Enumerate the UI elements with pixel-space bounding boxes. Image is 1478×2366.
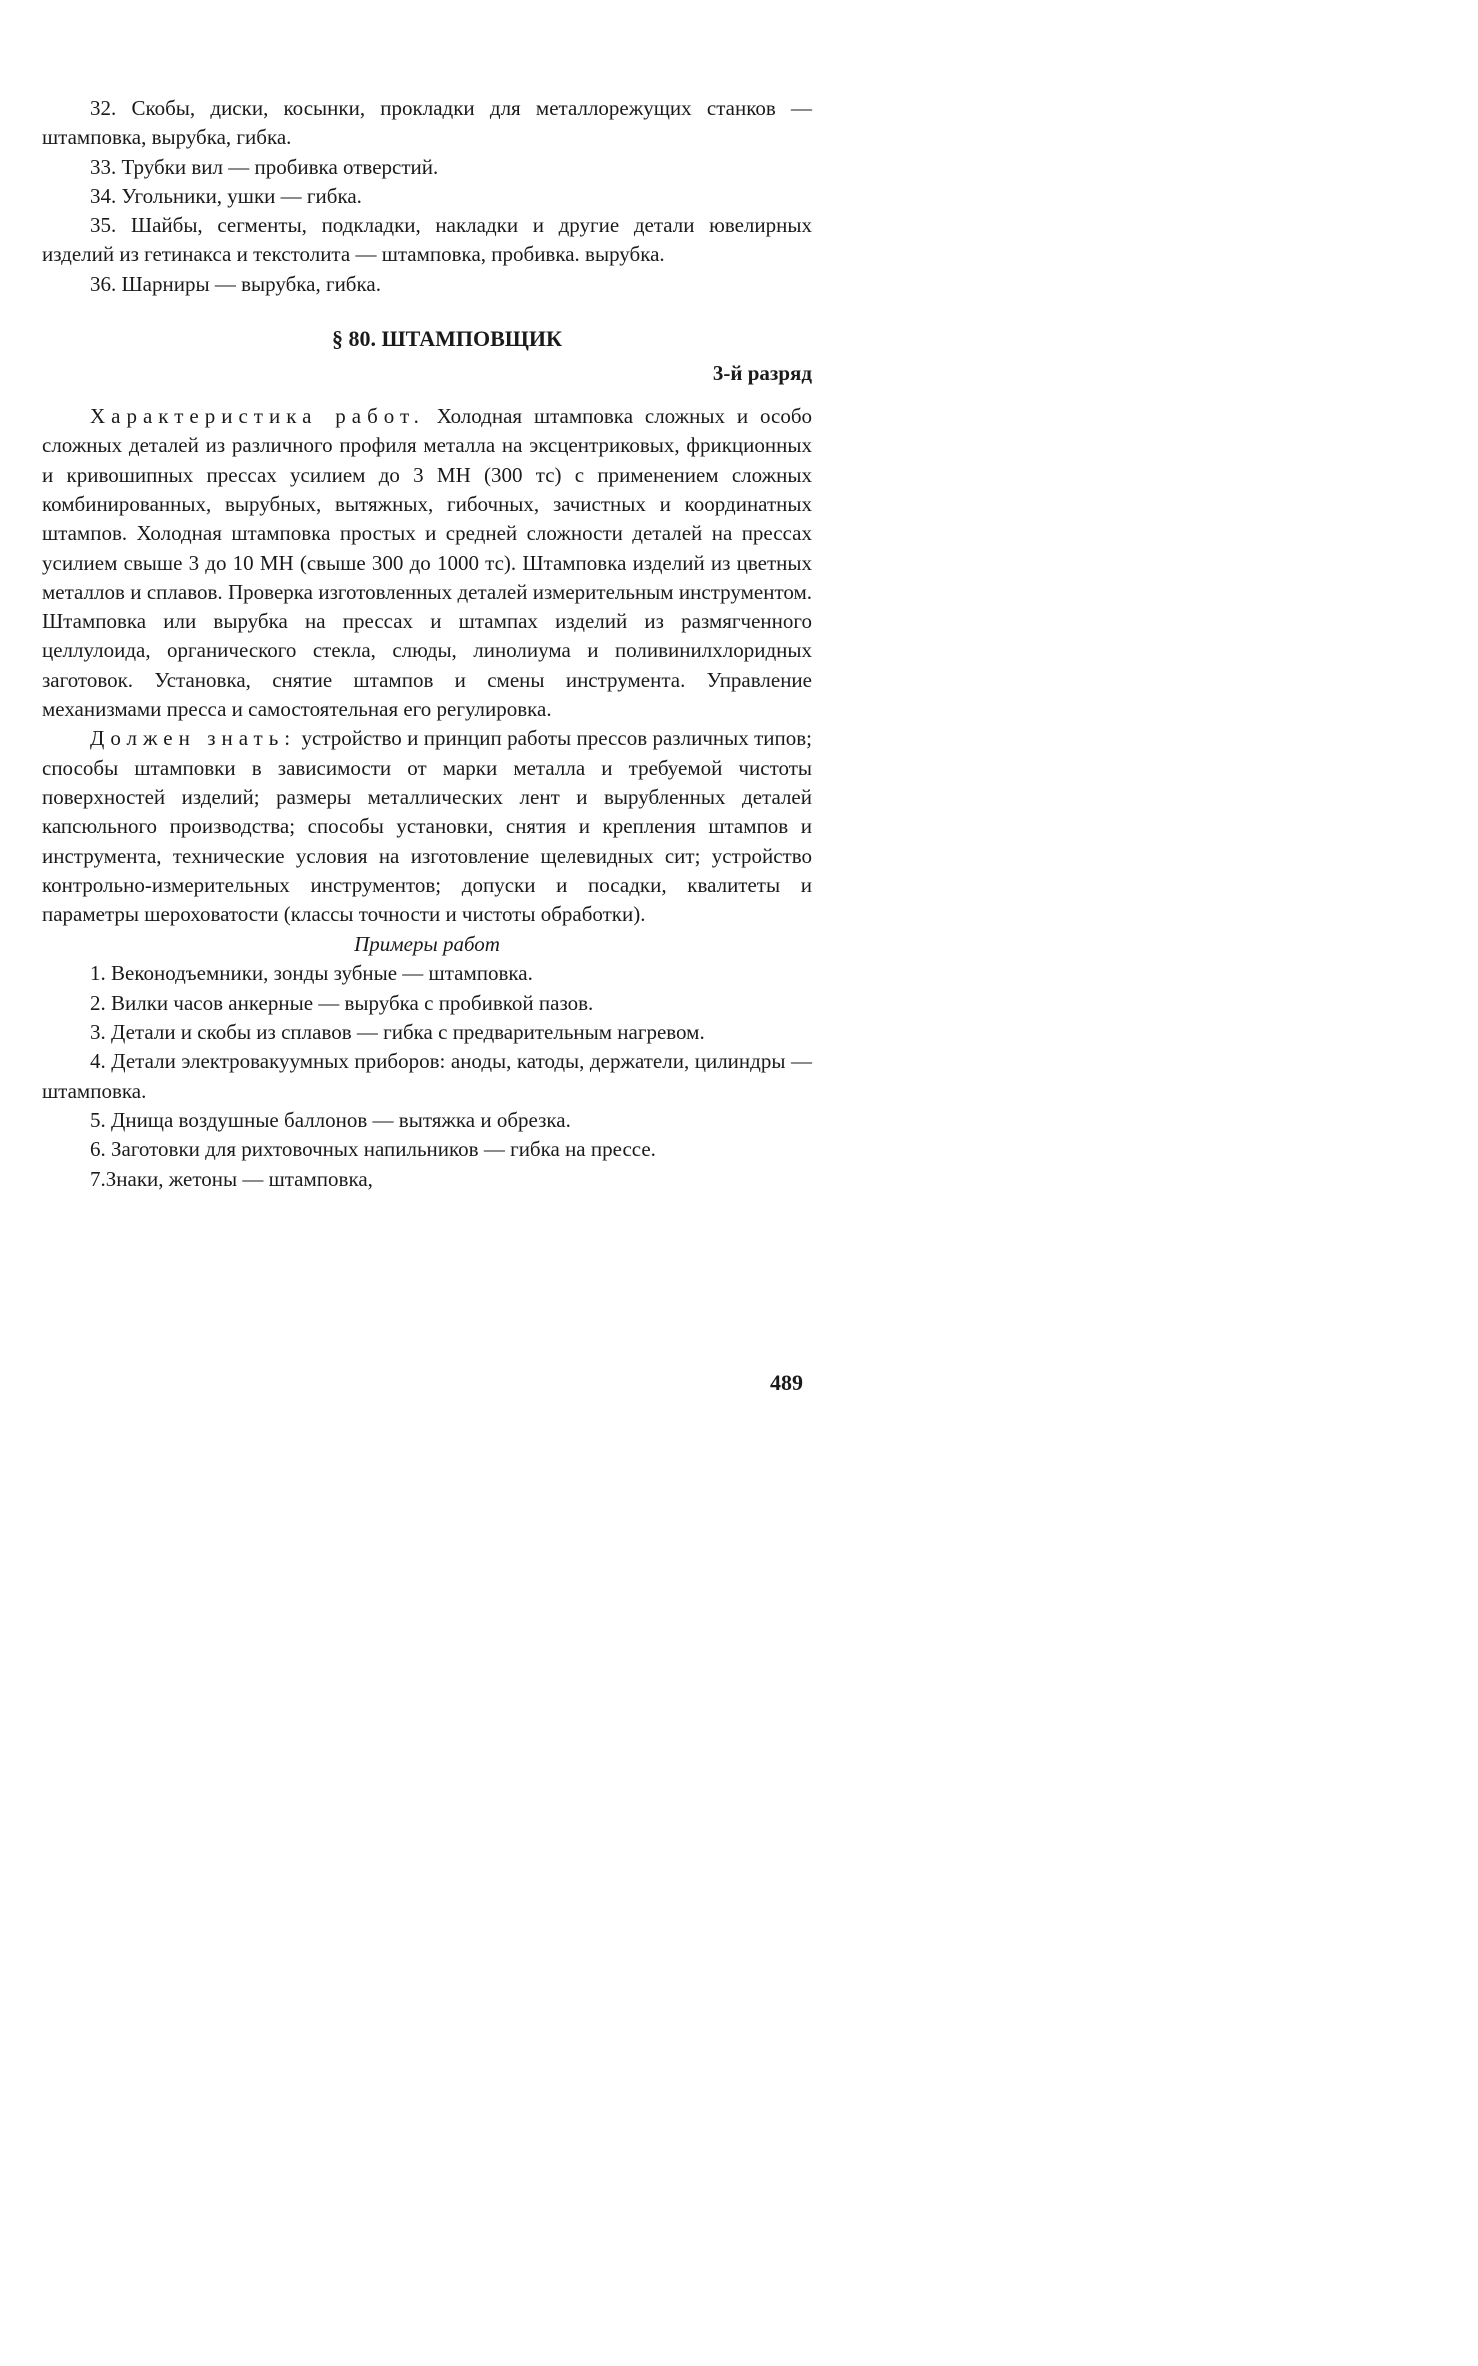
page-number: 489	[770, 1370, 803, 1395]
must-know-paragraph	[42, 724, 812, 929]
example-item: 3. Детали и скобы из сплавов — гибка с предварительным нагревом.	[90, 1020, 705, 1045]
must-know-text: устройство и принцип работы прессов различных типов; способы штамповки в зависимости от марки металла и требуемой чистоты поверхностей изделий; размеры металлических лент и вырубленных деталей капсюльного производства; способы установки, снятия и крепления штампов и инструмента, технические условия на изготовление щелевидных сит; устройство контрольно-измерительных инструментов; допуски и посадки, квалитеты и параметры шероховатости (классы точности и чистоты обработки).	[42, 726, 813, 927]
example-item: 4. Детали электровакуумных приборов: аноды, катоды, держатели, цилиндры — штамповка.	[42, 1049, 812, 1103]
characteristics-label: Характеристика работ.	[90, 404, 425, 429]
list-item: 36. Шарниры — вырубка, гибка.	[90, 271, 381, 296]
document-page	[42, 94, 812, 1194]
example-item: 5. Днища воздушные баллонов — вытяжка и обрезка.	[90, 1107, 571, 1132]
list-item: 32. Скобы, диски, косынки, прокладки для металлорежущих станков — штамповка, вырубка, гибка.	[42, 96, 812, 150]
grade-label: 3-й разряд	[712, 361, 812, 386]
characteristics-paragraph	[42, 402, 812, 724]
must-know-label: Должен знать:	[90, 726, 297, 751]
example-item: 1. Веконодъемники, зонды зубные — штамповка.	[90, 961, 533, 986]
example-item: 7.Знаки, жетоны — штамповка,	[90, 1166, 373, 1191]
list-item: 33. Трубки вил — пробивка отверстий.	[90, 154, 439, 179]
list-item: 34. Угольники, ушки — гибка.	[90, 183, 362, 208]
characteristics-text: Холодная штамповка сложных и особо сложных деталей из различного профиля металла на эксцентриковых, фрикционных и кривошипных прессах усилием до 3 МН (300 тс) с применением сложных комбинированных, вырубных, вытяжных, гибочных, зачистных и координатных штампов. Холодная штамповка простых и средней сложности деталей на прессах усилием свыше 3 до 10 МН (свыше 300 до 1000 тс). Штамповка изделий из цветных металлов и сплавов. Проверка изготовленных деталей измерительным инструментом. Штамповка или вырубка на прессах и штампах изделий из размягченного целлулоида, органического стекла, слюды, линолиума и поливинилхлоридных заготовок. Установка, снятие штампов и смены инструмента. Управление механизмами пресса и самостоятельная его регулировка.	[42, 404, 812, 722]
example-item: 6. Заготовки для рихтовочных напильников — гибка на прессе.	[90, 1137, 656, 1162]
section-title: § 80. ШТАМПОВЩИК	[331, 326, 562, 352]
examples-heading: Примеры работ	[354, 932, 500, 957]
list-item: 35. Шайбы, сегменты, подкладки, накладки и другие детали ювелирных изделий из гетинакса и текстолита — штамповка, пробивка. вырубка.	[42, 213, 812, 267]
example-item: 2. Вилки часов анкерные — вырубка с пробивкой пазов.	[90, 990, 594, 1015]
